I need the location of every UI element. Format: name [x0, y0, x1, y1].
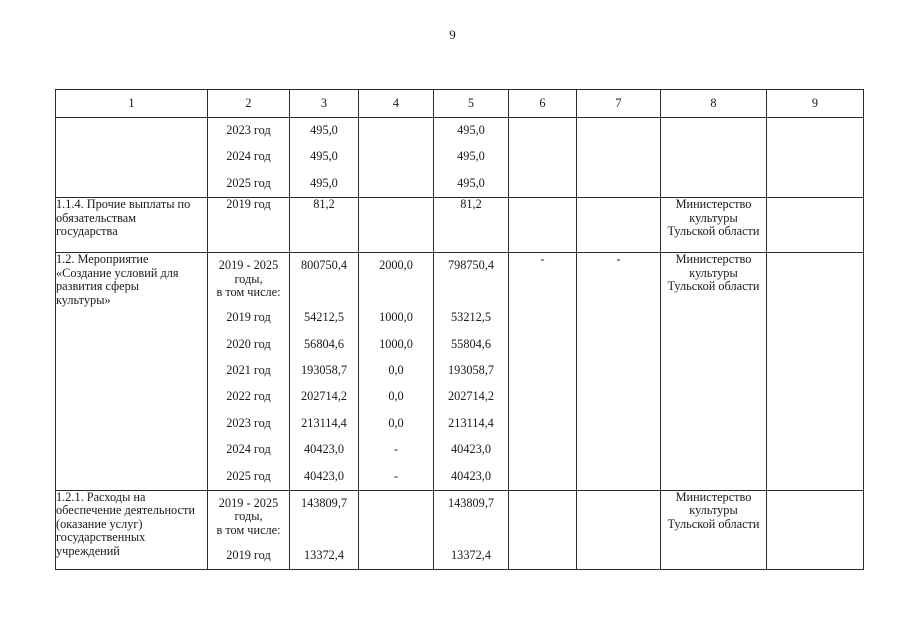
value-cell: 55804,6	[451, 336, 491, 351]
col3-cell	[290, 490, 359, 569]
desc-line: обеспечение деятельности	[56, 503, 195, 518]
value-cell: 13372,4	[451, 547, 491, 562]
value-cell: 495,0	[457, 175, 485, 190]
value-cell: 0,0	[388, 362, 404, 377]
col4-cell	[359, 490, 434, 569]
col4-cell	[359, 198, 434, 253]
col-header-6: 6	[509, 90, 577, 118]
table-row	[56, 118, 864, 198]
year-label: 2025 год	[226, 175, 271, 190]
desc-cell	[56, 118, 208, 198]
value-cell: 54212,5	[304, 310, 344, 325]
col-header-2: 2	[208, 90, 290, 118]
col-header-4: 4	[359, 90, 434, 118]
desc-line: (оказание услуг)	[56, 516, 143, 531]
value-cell: 143809,7	[300, 495, 348, 510]
value-cell: 1000,0	[379, 310, 413, 325]
desc-cell	[56, 198, 208, 253]
responsible-org: Министерство культуры Тульской области	[661, 198, 767, 253]
value-cell: 495,0	[310, 123, 338, 137]
desc-line: 1.1.4. Прочие выплаты по	[56, 197, 191, 212]
year-label: 2019 год	[226, 547, 271, 562]
desc-line: культуры»	[56, 292, 111, 307]
value-cell: 53212,5	[451, 310, 491, 325]
responsible-org: Министерство культуры Тульской области	[661, 253, 767, 491]
col3-cell	[290, 118, 359, 198]
header-row	[56, 90, 864, 118]
value-cell: -	[577, 253, 661, 491]
responsible-org: Министерство культуры Тульской области	[661, 490, 767, 569]
desc-line: государственных	[56, 530, 146, 545]
year-label: 2021 год	[226, 362, 271, 377]
value-cell: 13372,4	[304, 547, 344, 562]
col-header-3: 3	[290, 90, 359, 118]
col5-cell	[434, 253, 509, 491]
desc-cell	[56, 490, 208, 569]
value-cell: 495,0	[457, 123, 485, 137]
col5-cell	[434, 118, 509, 198]
col4-cell	[359, 253, 434, 491]
period-cell	[208, 118, 290, 198]
period-cell: 2019 год	[208, 198, 290, 253]
period-range: 2019 - 2025 годы, в том числе:	[216, 258, 281, 300]
value-cell: 81,2	[434, 198, 509, 253]
year-label: 2022 год	[226, 389, 271, 404]
desc-line: государства	[56, 224, 118, 239]
year-label: 2023 год	[226, 123, 271, 137]
col4-cell	[359, 118, 434, 198]
value-cell: 495,0	[310, 149, 338, 164]
value-cell: 495,0	[457, 149, 485, 164]
value-cell: -	[393, 442, 399, 457]
value-cell: 40423,0	[451, 442, 491, 457]
value-cell: 56804,6	[304, 336, 344, 351]
col-header-1: 1	[56, 90, 208, 118]
value-cell: 798750,4	[447, 258, 495, 273]
period-cell	[208, 490, 290, 569]
table-row	[56, 253, 864, 491]
table-row	[56, 198, 864, 253]
year-label: 2020 год	[226, 336, 271, 351]
desc-cell	[56, 253, 208, 491]
col5-cell	[434, 490, 509, 569]
value-cell: 193058,7	[447, 362, 495, 377]
value-cell: 2000,0	[379, 258, 413, 273]
desc-line: «Создание условий для	[56, 265, 179, 280]
col-header-5: 5	[434, 90, 509, 118]
value-cell: 40423,0	[304, 442, 344, 457]
budget-table	[55, 89, 864, 570]
value-cell: 213114,4	[301, 415, 347, 430]
year-label: 2023 год	[226, 415, 271, 430]
table-row	[56, 490, 864, 569]
desc-line: 1.2.1. Расходы на	[56, 489, 146, 504]
desc-line: развития сферы	[56, 279, 139, 294]
value-cell: 202714,2	[447, 389, 495, 404]
value-cell: 202714,2	[300, 389, 348, 404]
value-cell: 213114,4	[448, 415, 494, 430]
value-cell: 143809,7	[447, 495, 495, 510]
year-label: 2024 год	[226, 442, 271, 457]
value-cell: 40423,0	[304, 468, 344, 483]
year-label: 2019 год	[226, 310, 271, 325]
value-cell: 800750,4	[300, 258, 348, 273]
value-cell: 1000,0	[379, 336, 413, 351]
col-header-8: 8	[661, 90, 767, 118]
col-header-9: 9	[767, 90, 864, 118]
value-cell: 40423,0	[451, 468, 491, 483]
value-cell: -	[393, 468, 399, 483]
desc-line: 1.2. Мероприятие	[56, 252, 149, 267]
year-label: 2025 год	[226, 468, 271, 483]
value-cell: 0,0	[388, 415, 404, 430]
value-cell: -	[509, 253, 577, 491]
value-cell: 495,0	[310, 175, 338, 190]
desc-line: учреждений	[56, 543, 120, 558]
page-number: 9	[449, 27, 456, 42]
period-range: 2019 - 2025 годы, в том числе:	[216, 495, 281, 537]
period-cell	[208, 253, 290, 491]
col-header-7: 7	[577, 90, 661, 118]
desc-line: обязательствам	[56, 210, 137, 225]
value-cell: 0,0	[388, 389, 404, 404]
col3-cell	[290, 253, 359, 491]
value-cell: 193058,7	[300, 362, 348, 377]
value-cell: 81,2	[290, 198, 359, 253]
year-label: 2024 год	[226, 149, 271, 164]
